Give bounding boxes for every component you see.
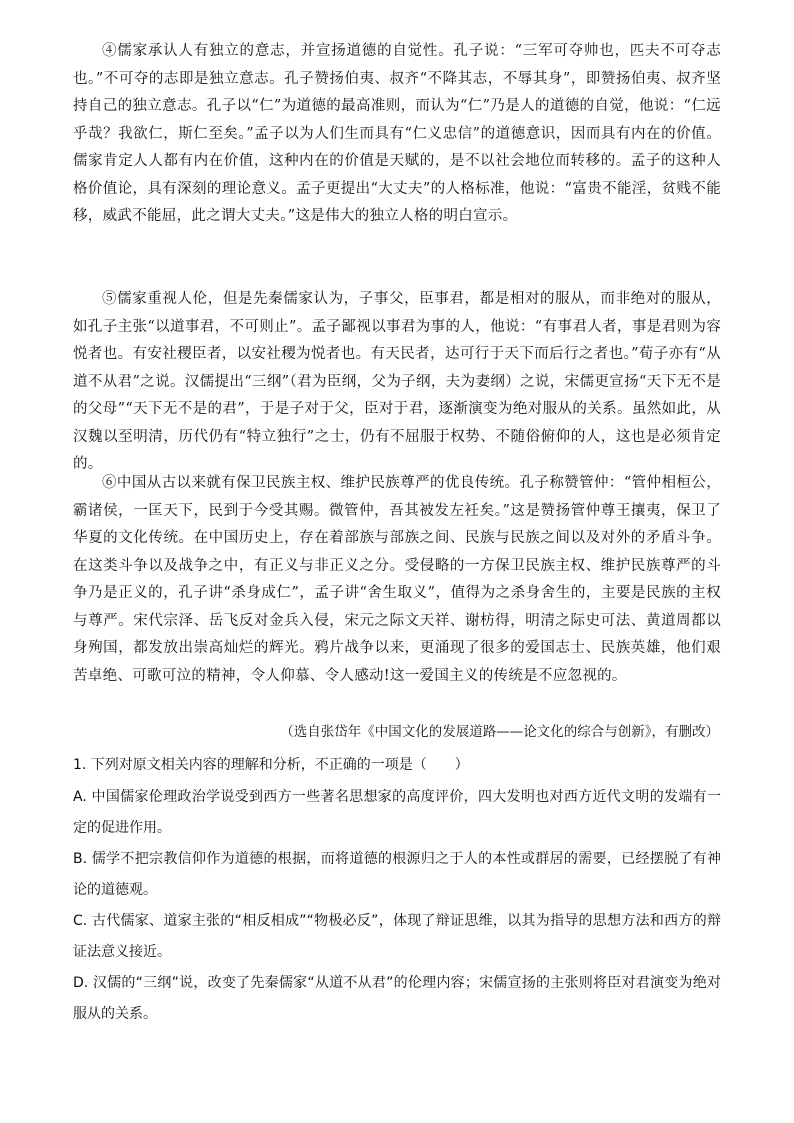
question-1-option-b: B. 儒学不把宗教信仰作为道德的根据，而将道德的根源归之于人的本性或群居的需要，已经摆脱了有神论的道德观。 [73, 851, 721, 898]
question-1-option-c: C. 古代儒家、道家主张的“相反相成”“物极必反”，体现了辩证思维，以其为指导的思想方法和西方的辩证法意义接近。 [73, 913, 721, 960]
question-1-option-a: A. 中国儒家伦理政治学说受到西方一些著名思想家的高度评价，四大发明也对西方近代文明的发端有一定的促进作用。 [73, 789, 721, 836]
paragraph-4: ④儒家承认人有独立的意志，并宣扬道德的自觉性。孔子说：“三军可夺帅也，匹夫不可夺志也。”不可夺的志即是独立意志。孔子赞扬伯夷、叔齐“不降其志，不辱其身”，即赞扬伯夷、叔齐坚持自己的独立意志。孔子以“仁”为道德的最高准则，而认为“仁”乃是人的道德的自觉，他说：“仁远乎哉？我欲仁，斯仁至矣。”孟子以为人们生而具有“仁义忠信”的道德意识，因而具有内在的价值。儒家肯定人人都有内在价值，这种内在的价值是天赋的，是不以社会地位而转移的。孟子的这种人格价值论，具有深刻的理论意义。孟子更提出“大丈夫”的人格标准，他说：“富贵不能淫，贫贱不能移，威武不能屈，此之谓大丈夫。”这是伟大的独立人格的明白宣示。 [73, 43, 721, 224]
question-1-option-d: D. 汉儒的“三纲”说，改变了先秦儒家“从道不从君”的伦理内容；宋儒宣扬的主张则将臣对君演变为绝对服从的关系。 [73, 975, 721, 1022]
paragraph-5: ⑤儒家重视人伦，但是先秦儒家认为，子事父，臣事君，都是相对的服从，而非绝对的服从，如孔子主张“以道事君，不可则止”。孟子鄙视以事君为事的人，他说：“有事君人者，事是君则为容悦者也。有安社稷臣者，以安社稷为悦者也。有天民者，达可行于天下而后行之者也。”荀子亦有“从道不从君”之说。汉儒提出“三纲”（君为臣纲，父为子纲，夫为妻纲）之说，宋儒更宣扬“天下无不是的父母”“天下无不是的君”，于是子对于父，臣对于君，逐渐演变为绝对服从的关系。虽然如此，从汉魏以至明清，历代仍有“特立独行”之士，仍有不屈服于权势、不随俗俯仰的人，这也是必须肯定的。 [73, 291, 721, 472]
source-citation: （选自张岱年《中国文化的发展道路——论文化的综合与创新》，有删改） [280, 724, 719, 740]
question-1-stem: 1. 下列对原文相关内容的理解和分析，不正确的一项是（ ） [73, 757, 469, 773]
paragraph-6: ⑥中国从古以来就有保卫民族主权、维护民族尊严的优良传统。孔子称赞管仲：“管仲相桓公，霸诸侯，一匡天下，民到于今受其赐。微管仲，吾其被发左衽矣。”这是赞扬管仲尊王攘夷，保卫了华夏的文化传统。在中国历史上，存在着部族与部族之间、民族与民族之间以及对外的矛盾斗争。在这类斗争以及战争之中，有正义与非正义之分。受侵略的一方保卫民族主权、维护民族尊严的斗争乃是正义的，孔子讲“杀身成仁”，孟子讲“舍生取义”，值得为之杀身舍生的，主要是民族的主权与尊严。宋代宗泽、岳飞反对金兵入侵，宋元之际文天祥、谢枋得，明清之际史可法、黄道周都以身殉国，都发放出崇高灿烂的辉光。鸦片战争以来，更涌现了很多的爱国志士、民族英雄，他们艰苦卓绝、可歌可泣的精神，令人仰慕、令人感动!这一爱国主义的传统是不应忽视的。 [73, 475, 721, 684]
